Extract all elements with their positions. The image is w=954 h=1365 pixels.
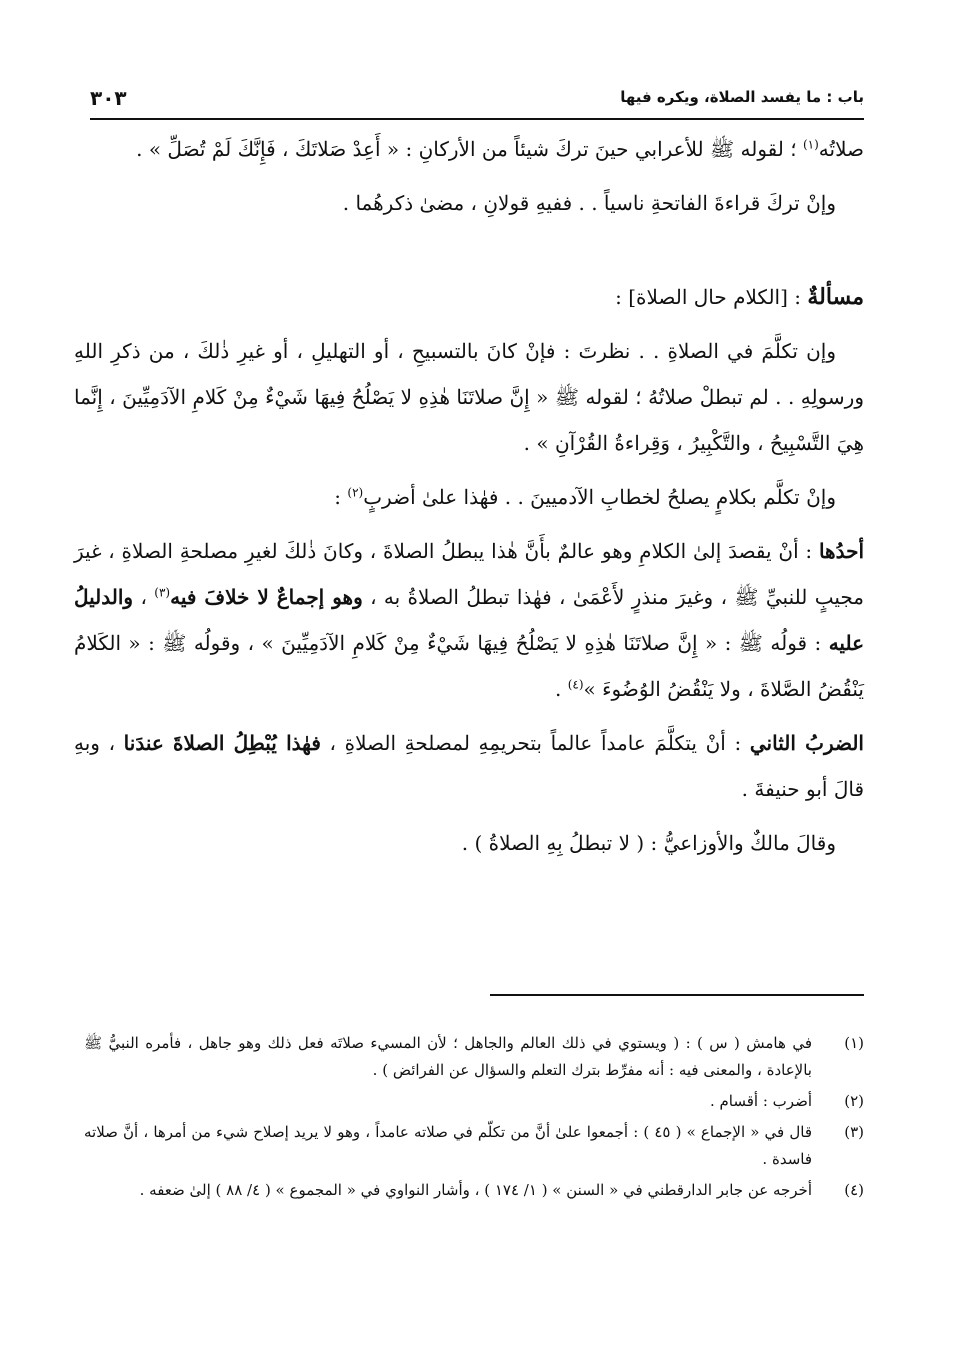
first-type-label: أحدُها — [818, 539, 864, 563]
footnote-text: أخرجه عن جابر الدارقطني في « السنن » ( ١/ ١٧٤ ) ، وأشار النواوي في « المجموع » ( ٤/ ٨٨ ) إلىٰ ضعفه . — [139, 1181, 812, 1199]
footnote-4 — [84, 1177, 864, 1204]
page-number: ٣٠٣ — [90, 86, 127, 110]
paragraph-5: أحدُها : أنْ يقصدَ إلىٰ الكلامِ وهو عالمٌ بأَنَّ هٰذا يبطلُ الصلاةَ ، وكانَ ذٰلكَ لغيرِ مصلحةِ الصلاةِ ، غيرَ مجيبٍ للنبيِّ ﷺ ، وغيرَ منذرٍ لأَعْمَىٰ ، فهٰذا تبطلُ الصلاةُ به ، وهو إجماعٌ لا خلافَ فيه$^{(٣)}$ ، والدليلُ عليه : قولُه ﷺ : « إِنَّ صلاتَنَا هٰذِهِ لا يَصْلُحُ فِيهَا شَيْءٌ مِنْ كَلامِ الآدَمِيِّينَ » ، وقولُه ﷺ : « الكَلامُ يَنْقُضُ الصَّلاةَ ، ولا يَنْقُضُ الوُضُوءَ »$^{(٤)}$ . — [74, 539, 865, 701]
paragraph-6: الضربُ الثاني : أنْ يتكلَّمَ عامداً عالماً بتحريمِهِ لمصلحةِ الصلاةِ ، فهٰذا يُبْطِلُ الصلاةَ عندَنا ، وبهِ قالَ أبو حنيفةَ . — [74, 731, 864, 801]
page-header — [90, 86, 864, 116]
footnote-text: في هامش ( س ) : ( ويستوي في ذلك العالم والجاهل ؛ لأن المسيء صلاتَه فعل ذلك وهو جاهل ، فأمره النبيُّ ﷺ بالإعادة ، والمعنى فيه : أنه مفرِّط بترك التعلم والسؤال عن الفرائض ) . — [84, 1034, 812, 1079]
footnote-3 — [84, 1119, 864, 1173]
paragraph-1: صلاتُه$^{(١)}$ ؛ لقوله ﷺ للأعرابي حينَ تركَ شيئاً من الأركانِ : « أَعِدْ صَلاتَكَ ، فَإِنَّكَ لَمْ تُصَلِّ » . — [136, 137, 864, 161]
issue-title: : [الكلام حال الصلاة] : — [615, 285, 808, 309]
footnote-text: قال في « الإجماع » ( ٤٥ ) : أجمعوا علىٰ أنَّ من تكلّم في صلاته عامداً ، وهو لا يريد إصلاح شيء من أمرها ، أنَّ صلاته فاسدة . — [84, 1123, 812, 1168]
footnotes — [84, 1030, 864, 1208]
paragraph-3: وإن تكلَّمَ في الصلاةِ . . نظرتَ : فإنْ كانَ بالتسبيحِ ، أو التهليلِ ، أو غيرِ ذٰلكَ ، من ذكرِ اللهِ ورسولِهِ . . لم تبطلْ صلاتُهُ ؛ لقوله ﷺ « إِنَّ صلاتَنَا هٰذِهِ لا يَصْلُحُ فِيهَا شَيْءٌ مِنْ كَلامِ الآدَمِيِّينَ ، إِنَّما هِيَ التَّسْبِيحُ ، والتَّكْبِيرُ ، وَقِراءةُ القُرْآنِ » . — [74, 339, 864, 455]
footnote-ref-1[interactable]: (١) — [802, 137, 819, 152]
running-title: باب : ما يفسد الصلاة، ويكره فيها — [620, 88, 864, 106]
main-text — [74, 126, 864, 874]
paragraph-7: وقالَ مالكٌ والأوزاعيُّ : ( لا تبطلُ بِهِ الصلاةُ ) . — [461, 831, 836, 855]
footnote-ref-2[interactable]: (٢) — [347, 485, 364, 500]
footnote-1 — [84, 1030, 864, 1084]
issue-heading — [74, 274, 864, 320]
footnote-text: أضرب : أقسام . — [709, 1092, 812, 1110]
header-rule — [90, 118, 864, 120]
issue-label: مسألةٌ — [807, 284, 864, 310]
footnote-2 — [84, 1088, 864, 1115]
footnote-ref-3[interactable]: (٣) — [154, 585, 171, 600]
footnote-number: (٢) — [844, 1092, 864, 1110]
paragraph-2: وإنْ تركَ قراءةَ الفاتحةِ ناسياً . . ففيهِ قولانِ ، مضىٰ ذكرهُما . — [342, 191, 836, 215]
footnote-number: (٤) — [844, 1181, 864, 1199]
footnote-number: (٣) — [844, 1123, 864, 1141]
footnote-ref-4[interactable]: (٤) — [567, 677, 584, 692]
footnote-separator — [490, 994, 864, 996]
paragraph-4: وإنْ تكلَّم بكلامٍ يصلحُ لخطابِ الآدميينَ . . فهٰذا علىٰ أضربٍ$^{(٢)}$ : — [334, 485, 836, 509]
footnote-number: (١) — [844, 1034, 864, 1052]
second-type-label: الضربُ الثاني — [749, 731, 864, 755]
